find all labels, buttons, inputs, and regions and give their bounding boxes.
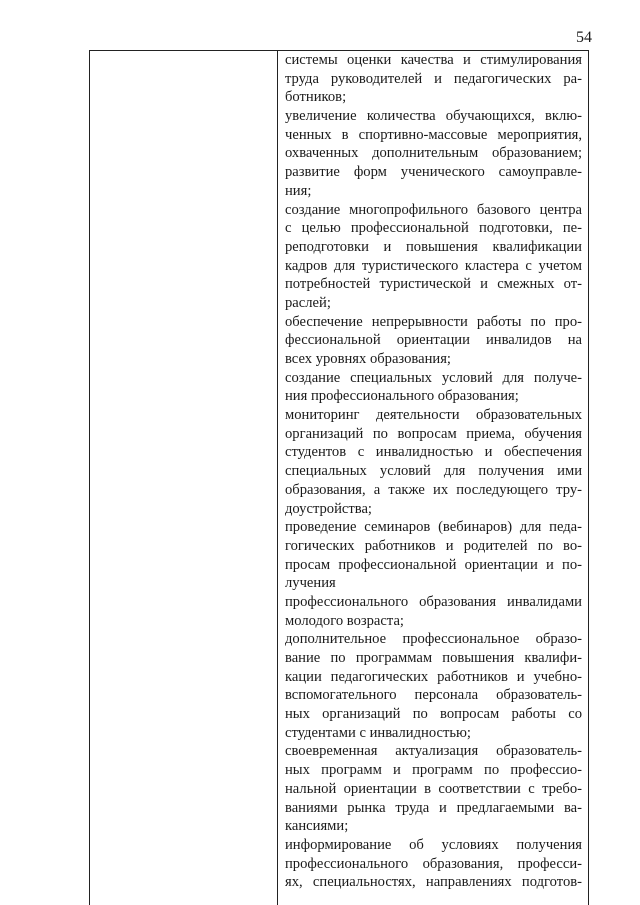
text-line: ния;	[285, 182, 312, 199]
text-line: ных программ и программ по профессио-	[285, 762, 582, 779]
text-line: системы оценки качества и стимулирования	[285, 52, 582, 68]
text-line: потребностей туристической и смежных от-	[285, 276, 582, 293]
text-line: организаций по вопросам приема, обучения	[285, 425, 582, 442]
text-line: доустройства;	[285, 500, 372, 517]
text-line: ях, специальностях, направлениях подготов-	[285, 874, 582, 891]
text-line: лучения	[285, 575, 336, 592]
text-line: информирование об условиях получения	[285, 836, 582, 853]
page-number: 54	[576, 29, 592, 46]
text-line: нальной ориентации в соответствии с требо-	[285, 780, 582, 797]
text-line: молодого возраста;	[285, 612, 404, 629]
text-line: специальных условий для получения ими	[285, 463, 582, 480]
text-line: охваченных дополнительным образованием;	[285, 145, 582, 162]
text-line: гогических работников и родителей по во-	[285, 537, 582, 554]
text-line: студентов с инвалидностью и обеспечения	[285, 444, 582, 461]
text-line: обеспечение непрерывности работы по про-	[285, 313, 582, 330]
text-line: труда руководителей и педагогических ра-	[285, 70, 582, 87]
text-line: образования, а также их последующего тру-	[285, 481, 582, 498]
text-line: профессионального образования, професси-	[285, 855, 582, 872]
measures-text-cell	[285, 51, 582, 892]
text-line: своевременная актуализация образователь-	[285, 743, 582, 760]
text-line: вспомогательного персонала образователь-	[285, 687, 582, 704]
text-line: профессионального образования инвалидами	[285, 593, 582, 610]
text-line: ботников;	[285, 89, 347, 106]
text-line: ченных в спортивно-массовые мероприятия,	[285, 126, 582, 143]
document-table	[89, 50, 589, 905]
text-line: всех уровнях образования;	[285, 351, 451, 367]
text-line: увеличение количества обучающихся, вклю-	[285, 108, 582, 125]
text-line: дополнительное профессиональное образо-	[285, 631, 582, 648]
text-line: с целью профессиональной подготовки, пе-	[285, 220, 582, 237]
text-line: кации педагогических работников и учебно-	[285, 668, 582, 685]
text-line: студентами с инвалидностью;	[285, 724, 471, 741]
text-line: кадров для туристического кластера с учетом	[285, 257, 582, 274]
text-line: создание многопрофильного базового центра	[285, 201, 582, 218]
text-line: создание специальных условий для получе-	[285, 369, 582, 386]
text-line: мониторинг деятельности образовательных	[285, 407, 582, 424]
text-line: развитие форм ученического самоуправле-	[285, 164, 582, 181]
text-line: кансиями;	[285, 818, 349, 835]
text-line: ния профессионального образования;	[285, 388, 519, 405]
text-line: ных организаций по вопросам работы со	[285, 706, 582, 723]
text-line: ваниями рынка труда и предлагаемыми ва-	[285, 799, 582, 816]
text-line: фессиональной ориентации инвалидов на	[285, 332, 582, 349]
text-line: проведение семинаров (вебинаров) для педа-	[285, 519, 582, 536]
column-divider	[277, 51, 278, 905]
text-line: реподготовки и повышения квалификации	[285, 238, 582, 255]
text-line: просам профессиональной ориентации и по-	[285, 556, 582, 573]
text-line: вание по программам повышения квалифи-	[285, 650, 582, 666]
text-line: раслей;	[285, 294, 331, 311]
